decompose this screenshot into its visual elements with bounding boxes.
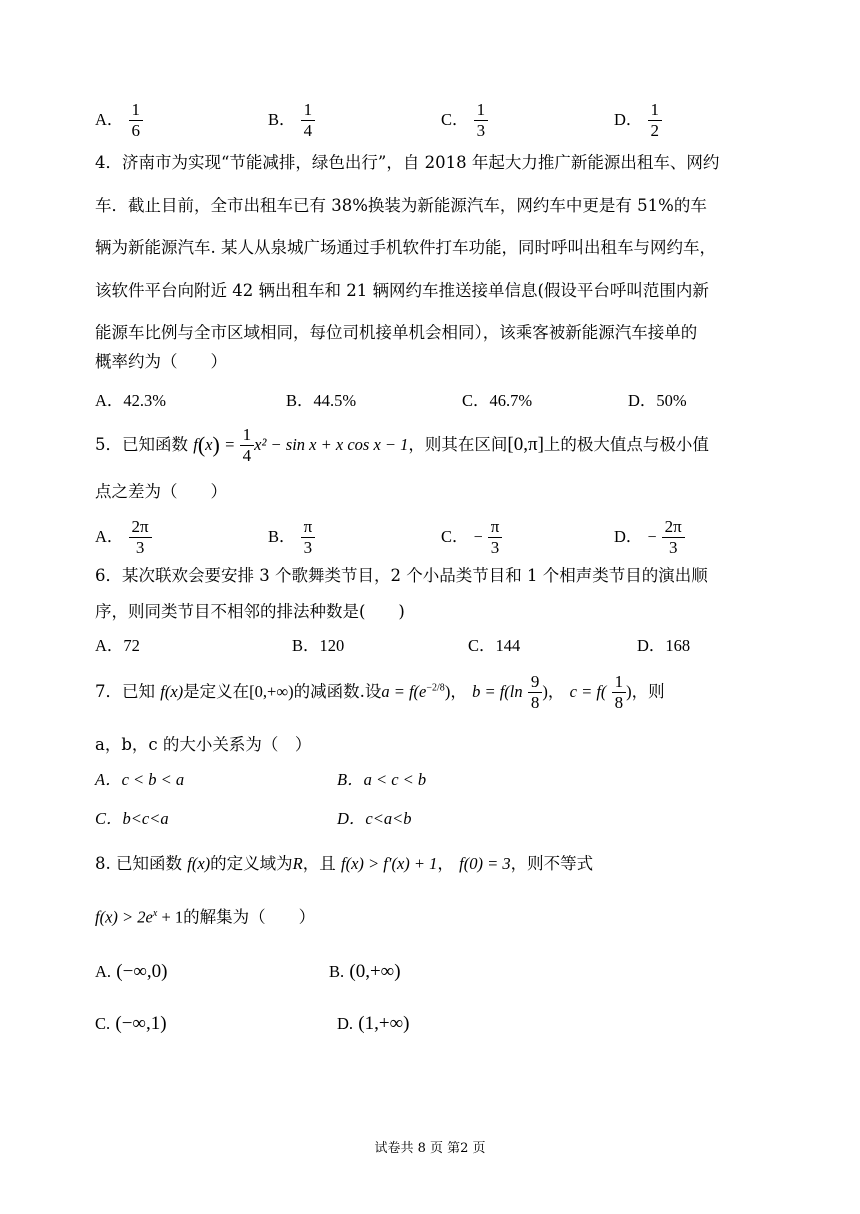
- minus-sign: −: [647, 528, 657, 546]
- q4-option-b: B．44.5%: [286, 391, 357, 410]
- option-label: C.: [95, 1014, 111, 1033]
- option-label: D.: [337, 1014, 354, 1033]
- math-fx: f(x): [160, 681, 184, 701]
- q6-line-2: 序，则同类节目不相邻的排法种数是( ): [95, 602, 405, 621]
- math-R: R: [292, 854, 303, 873]
- option-label: C．: [441, 526, 469, 546]
- q8-option-d: [337, 1014, 409, 1033]
- math-a-expr: a = f(e: [381, 681, 427, 701]
- option-label: D．: [614, 526, 643, 546]
- q6-line-1: 6．某次联欢会要安排 3 个歌舞类节目，2 个小品类节目和 1 个相声类节目的演出顺: [95, 566, 708, 585]
- q4-option-d: D．50%: [628, 391, 687, 410]
- q7-option-c: C．b<c<a: [95, 809, 169, 828]
- option-label: B．: [268, 109, 296, 129]
- q3-option-d: [614, 100, 662, 141]
- q7-tail: ，则: [631, 681, 665, 701]
- fraction: $\frac{1}{6}$: [129, 100, 144, 141]
- fraction: $\frac{1}{8}$: [612, 672, 627, 713]
- fraction: $\frac{1}{4}$: [240, 425, 255, 466]
- q8-tail: ，则不等式: [510, 854, 594, 873]
- option-value: (−∞,0): [116, 961, 168, 982]
- q6-option-d: D．168: [637, 636, 691, 655]
- q5-option-d: [614, 517, 685, 558]
- q6-option-b: B．120: [292, 636, 345, 655]
- q5-option-a: [95, 517, 152, 558]
- option-value: (−∞,1): [115, 1013, 167, 1034]
- fraction: $\frac{1}{2}$: [648, 100, 663, 141]
- option-label: A．: [95, 526, 124, 546]
- q7-line-2: a，b，c 的大小关系为（ ）: [95, 735, 312, 754]
- q5-lead: 5．已知函数: [95, 434, 188, 454]
- math-condition: f(0) = 3: [459, 854, 511, 873]
- q7-option-a: A．c < b < a: [95, 770, 185, 789]
- q8-option-c: [95, 1014, 167, 1033]
- fraction: $\frac{1}{4}$: [301, 100, 316, 141]
- q8-option-a: [95, 962, 167, 981]
- math-interval: [0,π]: [507, 433, 544, 455]
- q8-mid1: 的定义域为: [210, 854, 293, 873]
- page-footer: 试卷共 8 页 第2 页: [374, 1141, 486, 1156]
- math-fx: f(x): [187, 854, 211, 873]
- q3-option-c: [441, 100, 488, 141]
- math-x: x: [205, 434, 213, 454]
- math-domain: [0,+∞): [249, 681, 294, 701]
- math-expression: f(x) > 2e: [95, 907, 153, 927]
- option-label: A．: [95, 109, 124, 129]
- option-label: B.: [329, 962, 345, 981]
- q5-option-c: [441, 517, 502, 558]
- q5-line-1: 5．已知函数 f(x) = $\frac{1}{4}$ x² − sin x + x cos x − 1，则其在区间[0,π]上的极大值点与极小值: [95, 425, 709, 465]
- fraction: $\frac{1}{3}$: [474, 100, 489, 141]
- q4-line-1: 4．济南市为实现“节能减排，绿色出行”，自 2018 年起大力推广新能源出租车、网约: [95, 153, 720, 172]
- q8-line-1: 8. 已知函数 f(x)的定义域为R，且 f(x) > f′(x) + 1， f(0) = 3，则不等式: [95, 854, 594, 873]
- fraction: $\frac{\pi}{3}$: [488, 517, 503, 558]
- math-f: f: [193, 434, 198, 454]
- math-b-expr: b = f(ln: [472, 681, 523, 701]
- q3-option-a: [95, 100, 143, 141]
- math-c-expr: c = f(: [569, 681, 607, 701]
- q5-tail: 上的极大值点与极小值: [543, 434, 709, 454]
- option-value: (0,+∞): [349, 961, 401, 982]
- math-exponent: x: [152, 908, 158, 919]
- option-label: D．: [614, 109, 643, 129]
- q4-line-5: 能源车比例与全市区域相同，每位司机接单机会相同），该乘客被新能源汽车接单的: [95, 323, 698, 342]
- q7-mid1: 是定义在: [183, 681, 250, 701]
- q7-lead: 7．已知: [95, 681, 155, 701]
- fraction: $\frac{9}{8}$: [528, 672, 543, 713]
- option-label: A.: [95, 962, 112, 981]
- q7-line-1: 7．已知 f(x)是定义在[0,+∞)的减函数.设$a = f(e^{-2/8})$， b = f(ln $\frac{9}{8}$ )， c = f( $\frac{1}{8}$ )，则: [95, 672, 665, 712]
- math-plus: + 1: [157, 907, 184, 927]
- q8-line2-tail: 的解集为（ ）: [183, 907, 316, 927]
- q4-line-2: 车．截止目前，全市出租车已有 38%换装为新能源汽车，网约车中更是有 51%的车: [95, 196, 707, 215]
- math-expression: x² − sin x + x cos x − 1: [254, 434, 409, 454]
- q4-line-3: 辆为新能源汽车. 某人从泉城广场通过手机软件打车功能，同时呼叫出租车与网约车，: [95, 238, 716, 257]
- q8-mid2: ，且: [302, 854, 336, 873]
- q5-mid: ，则其在区间: [408, 434, 508, 454]
- fraction: $\frac{2\pi}{3}$: [129, 517, 152, 558]
- q7-mid2: 的减函数.设: [293, 681, 382, 701]
- q4-option-a: A．42.3%: [95, 391, 167, 410]
- q4-option-c: C．46.7%: [462, 391, 533, 410]
- q6-option-c: C．144: [468, 636, 521, 655]
- q5-option-b: [268, 517, 315, 558]
- option-value: (1,+∞): [358, 1013, 410, 1034]
- q8-line-2: [95, 909, 315, 926]
- q8-lead: 8. 已知函数: [95, 854, 182, 873]
- q7-option-d: D．c<a<b: [337, 809, 412, 828]
- q6-option-a: A．72: [95, 636, 140, 655]
- q7-option-b: B．a < c < b: [337, 770, 427, 789]
- q5-line-2: 点之差为（ ）: [95, 482, 227, 501]
- option-label: B．: [268, 526, 296, 546]
- minus-sign: −: [473, 528, 483, 546]
- option-label: C．: [441, 109, 469, 129]
- q3-option-b: [268, 100, 315, 141]
- fraction: $\frac{2\pi}{3}$: [662, 517, 685, 558]
- math-eq: =: [225, 434, 235, 454]
- fraction: $\frac{\pi}{3}$: [301, 517, 316, 558]
- q4-line-6: 概率约为（ ）: [95, 352, 227, 371]
- q4-line-4: 该软件平台向附近 42 辆出租车和 21 辆网约车推送接单信息(假设平台呼叫范围内新: [95, 281, 709, 300]
- math-inequality: f(x) > f′(x) + 1: [341, 854, 438, 873]
- q8-option-b: [329, 962, 401, 981]
- math-exponent: −2/8: [426, 682, 445, 694]
